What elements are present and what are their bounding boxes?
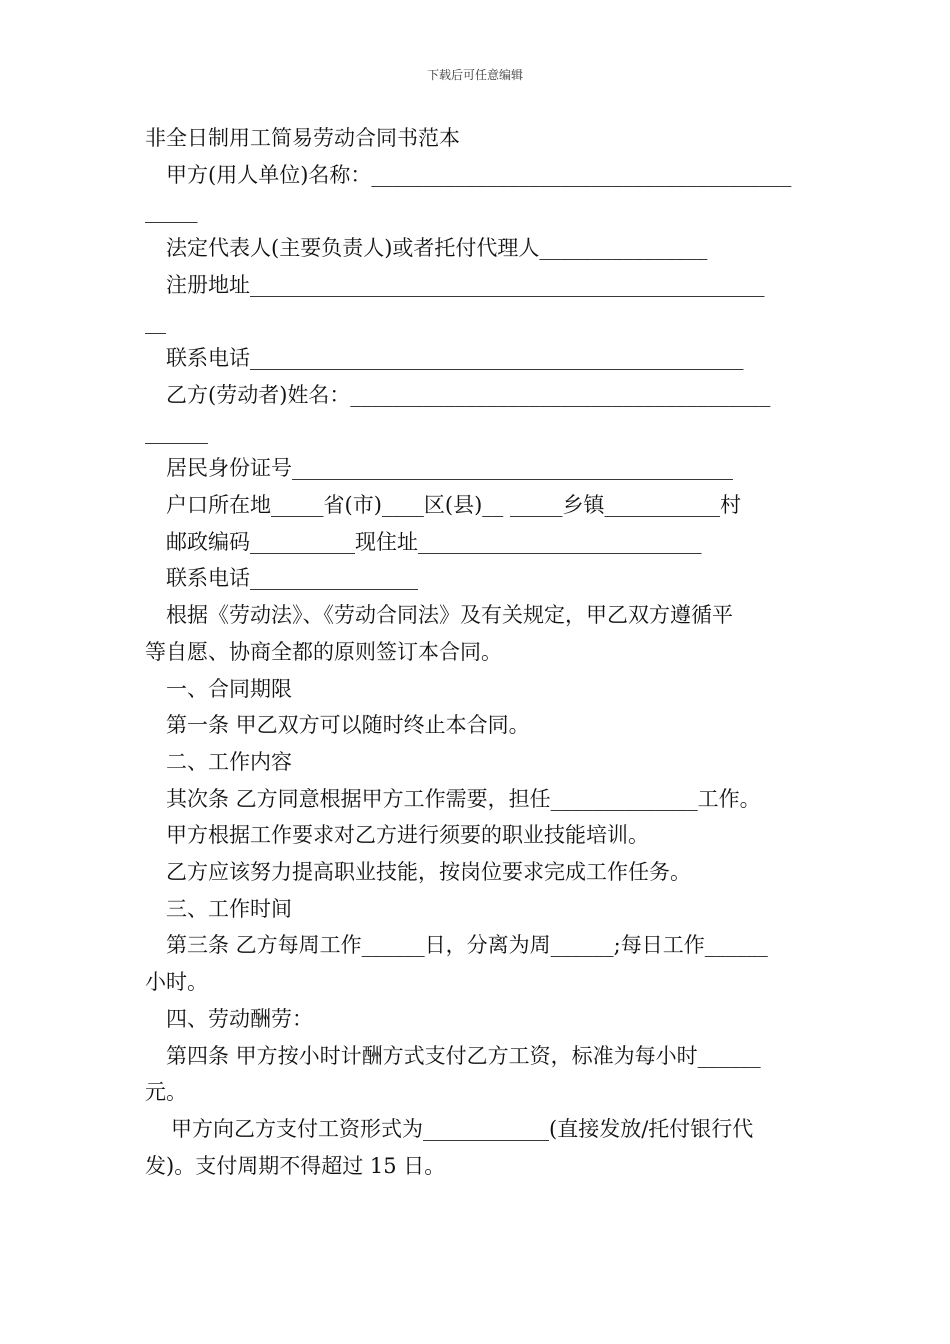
section-heading-work-content: 二、工作内容 bbox=[166, 749, 292, 774]
section-heading-term: 一、合同期限 bbox=[166, 676, 292, 701]
preamble-line-2: 等自愿、协商全都的原则签订本合同。 bbox=[145, 639, 502, 664]
id-number-line: 居民身份证号__________________________________________ bbox=[166, 456, 733, 481]
registered-address-line: 注册地址_________________________________________________ bbox=[166, 272, 765, 297]
article-1: 第一条 甲乙双方可以随时终止本合同。 bbox=[166, 713, 530, 738]
registered-address-continuation: __ bbox=[145, 309, 166, 334]
employer-name-line: 甲方(用人单位)名称：________________________________________ bbox=[166, 162, 792, 187]
article-4: 第四条 甲方按小时计酬方式支付乙方工资，标准为每小时______ bbox=[166, 1043, 761, 1068]
article-2-training: 甲方根据工作要求对乙方进行须要的职业技能培训。 bbox=[166, 823, 649, 848]
employee-name-line: 乙方(劳动者)姓名：________________________________________ bbox=[166, 382, 771, 407]
employer-name-continuation: _____ bbox=[145, 199, 198, 224]
payment-method-line: 甲方向乙方支付工资形式为____________(直接发放/托付银行代 bbox=[171, 1116, 754, 1141]
article-3: 第三条 乙方每周工作______日，分离为周______;每日工作______ bbox=[166, 933, 768, 958]
postcode-address-line: 邮政编码__________现住址___________________________ bbox=[166, 529, 702, 554]
article-2-duty: 乙方应该努力提高职业技能，按岗位要求完成工作任务。 bbox=[166, 860, 691, 885]
preamble-line-1: 根据《劳动法》、《劳动合同法》及有关规定，甲乙双方遵循平 bbox=[166, 603, 733, 628]
legal-representative-line: 法定代表人(主要负责人)或者托付代理人________________ bbox=[166, 236, 708, 261]
page-header-note: 下载后可任意编辑 bbox=[426, 68, 523, 82]
employee-phone-line: 联系电话________________ bbox=[166, 566, 418, 591]
employee-name-continuation: ______ bbox=[145, 419, 208, 444]
employer-phone-line: 联系电话_______________________________________________ bbox=[166, 346, 744, 371]
section-heading-work-time: 三、工作时间 bbox=[166, 896, 292, 921]
household-registration-line: 户口所在地_____省(市)____区(县)__ _____乡镇___________村 bbox=[166, 493, 741, 518]
payment-method-continuation: 发)。支付周期不得超过 15 日。 bbox=[145, 1153, 446, 1178]
document-title: 非全日制用工简易劳动合同书范本 bbox=[145, 126, 460, 150]
document-body bbox=[145, 120, 807, 1184]
article-3-continuation: 小时。 bbox=[145, 970, 208, 995]
article-2: 其次条 乙方同意根据甲方工作需要，担任______________工作。 bbox=[166, 786, 761, 811]
article-4-continuation: 元。 bbox=[145, 1080, 187, 1105]
section-heading-pay: 四、劳动酬劳： bbox=[166, 1006, 313, 1031]
